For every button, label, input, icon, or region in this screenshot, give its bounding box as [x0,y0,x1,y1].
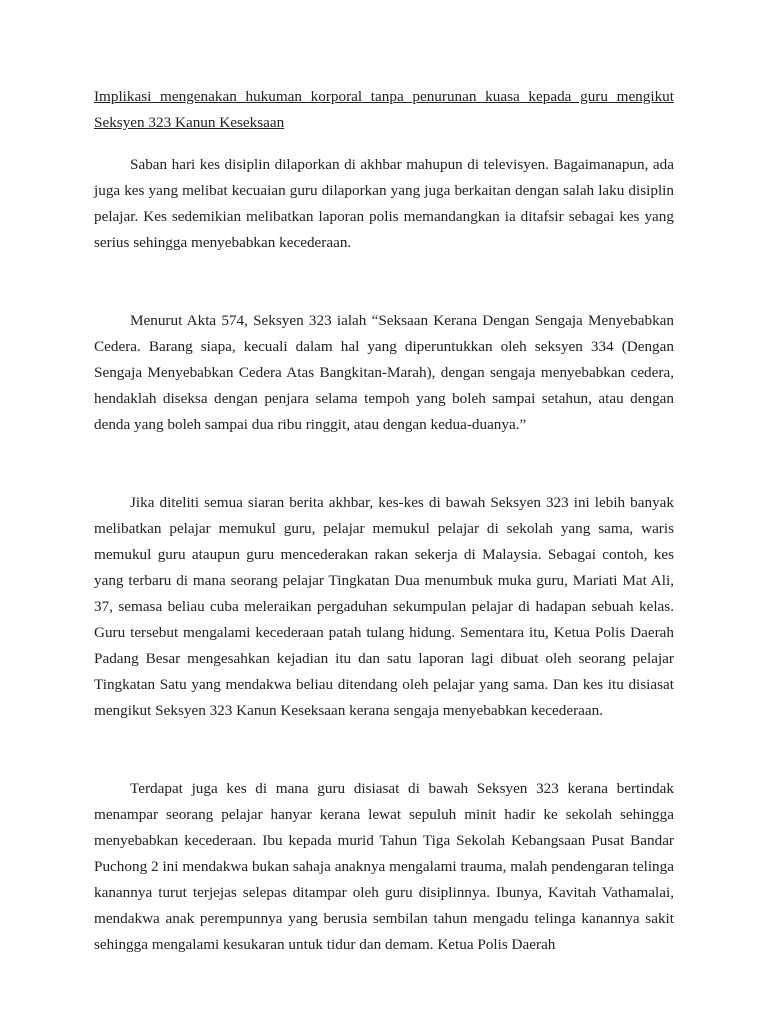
document-title: Implikasi mengenakan hukuman korporal tanpa penurunan kuasa kepada guru mengikut Seksyen 323 Kanun Keseksaan [94,88,674,131]
paragraph-4: Terdapat juga kes di mana guru disiasat di bawah Seksyen 323 kerana bertindak menampar seorang pelajar hanyar kerana lewat sepuluh minit hadir ke sekolah sehingga menyebabkan kecederaan. Ibu kepada murid Tahun Tiga Sekolah Kebangsaan Pusat Bandar Puchong 2 ini mendakwa bukan sahaja anaknya mengalami trauma, malah pendengaran telinga kanannya turut terjejas selepas ditampar oleh guru disiplinnya. Ibunya, Kavitah Vathamalai, mendakwa anak perempunnya yang berusia sembilan tahun mengadu telinga kanannya sakit sehingga mengalami kesukaran untuk tidur dan demam. Ketua Polis Daerah [94,780,674,953]
paragraph-2: Menurut Akta 574, Seksyen 323 ialah “Seksaan Kerana Dengan Sengaja Menyebabkan Cedera. Barang siapa, kecuali dalam hal yang diperuntukkan oleh seksyen 334 (Dengan Sengaja Menyebabkan Cedera Atas Bangkitan-Marah), dengan sengaja menyebabkan cedera, hendaklah diseksa dengan penjara selama tempoh yang boleh sampai setahun, atau dengan denda yang boleh sampai dua ribu ringgit, atau dengan kedua-duanya.” [94,312,674,433]
paragraph-3: Jika diteliti semua siaran berita akhbar, kes-kes di bawah Seksyen 323 ini lebih banyak melibatkan pelajar memukul guru, pelajar memukul pelajar di sekolah yang sama, waris memukul guru ataupun guru mencederakan rakan sekerja di Malaysia. Sebagai contoh, kes yang terbaru di mana seorang pelajar Tingkatan Dua menumbuk muka guru, Mariati Mat Ali, 37, semasa beliau cuba meleraikan pergaduhan sekumpulan pelajar di hadapan sebuah kelas. Guru tersebut mengalami kecederaan patah tulang hidung. Sementara itu, Ketua Polis Daerah Padang Besar mengesahkan kejadian itu dan satu laporan lagi dibuat oleh seorang pelajar Tingkatan Satu yang mendakwa beliau ditendang oleh pelajar yang sama. Dan kes itu disiasat mengikut Seksyen 323 Kanun Keseksaan kerana sengaja menyebabkan kecederaan. [94,494,674,719]
paragraph-gap [94,256,674,308]
paragraph-1: Saban hari kes disiplin dilaporkan di akhbar mahupun di televisyen. Bagaimanapun, ada juga kes yang melibat kecuaian guru dilaporkan yang juga berkaitan dengan salah laku disiplin pelajar. Kes sedemikian melibatkan laporan polis memandangkan ia ditafsir sebagai kes yang serius sehingga menyebabkan kecederaan. [94,156,674,251]
paragraph-gap [94,438,674,490]
paragraph-gap [94,724,674,776]
